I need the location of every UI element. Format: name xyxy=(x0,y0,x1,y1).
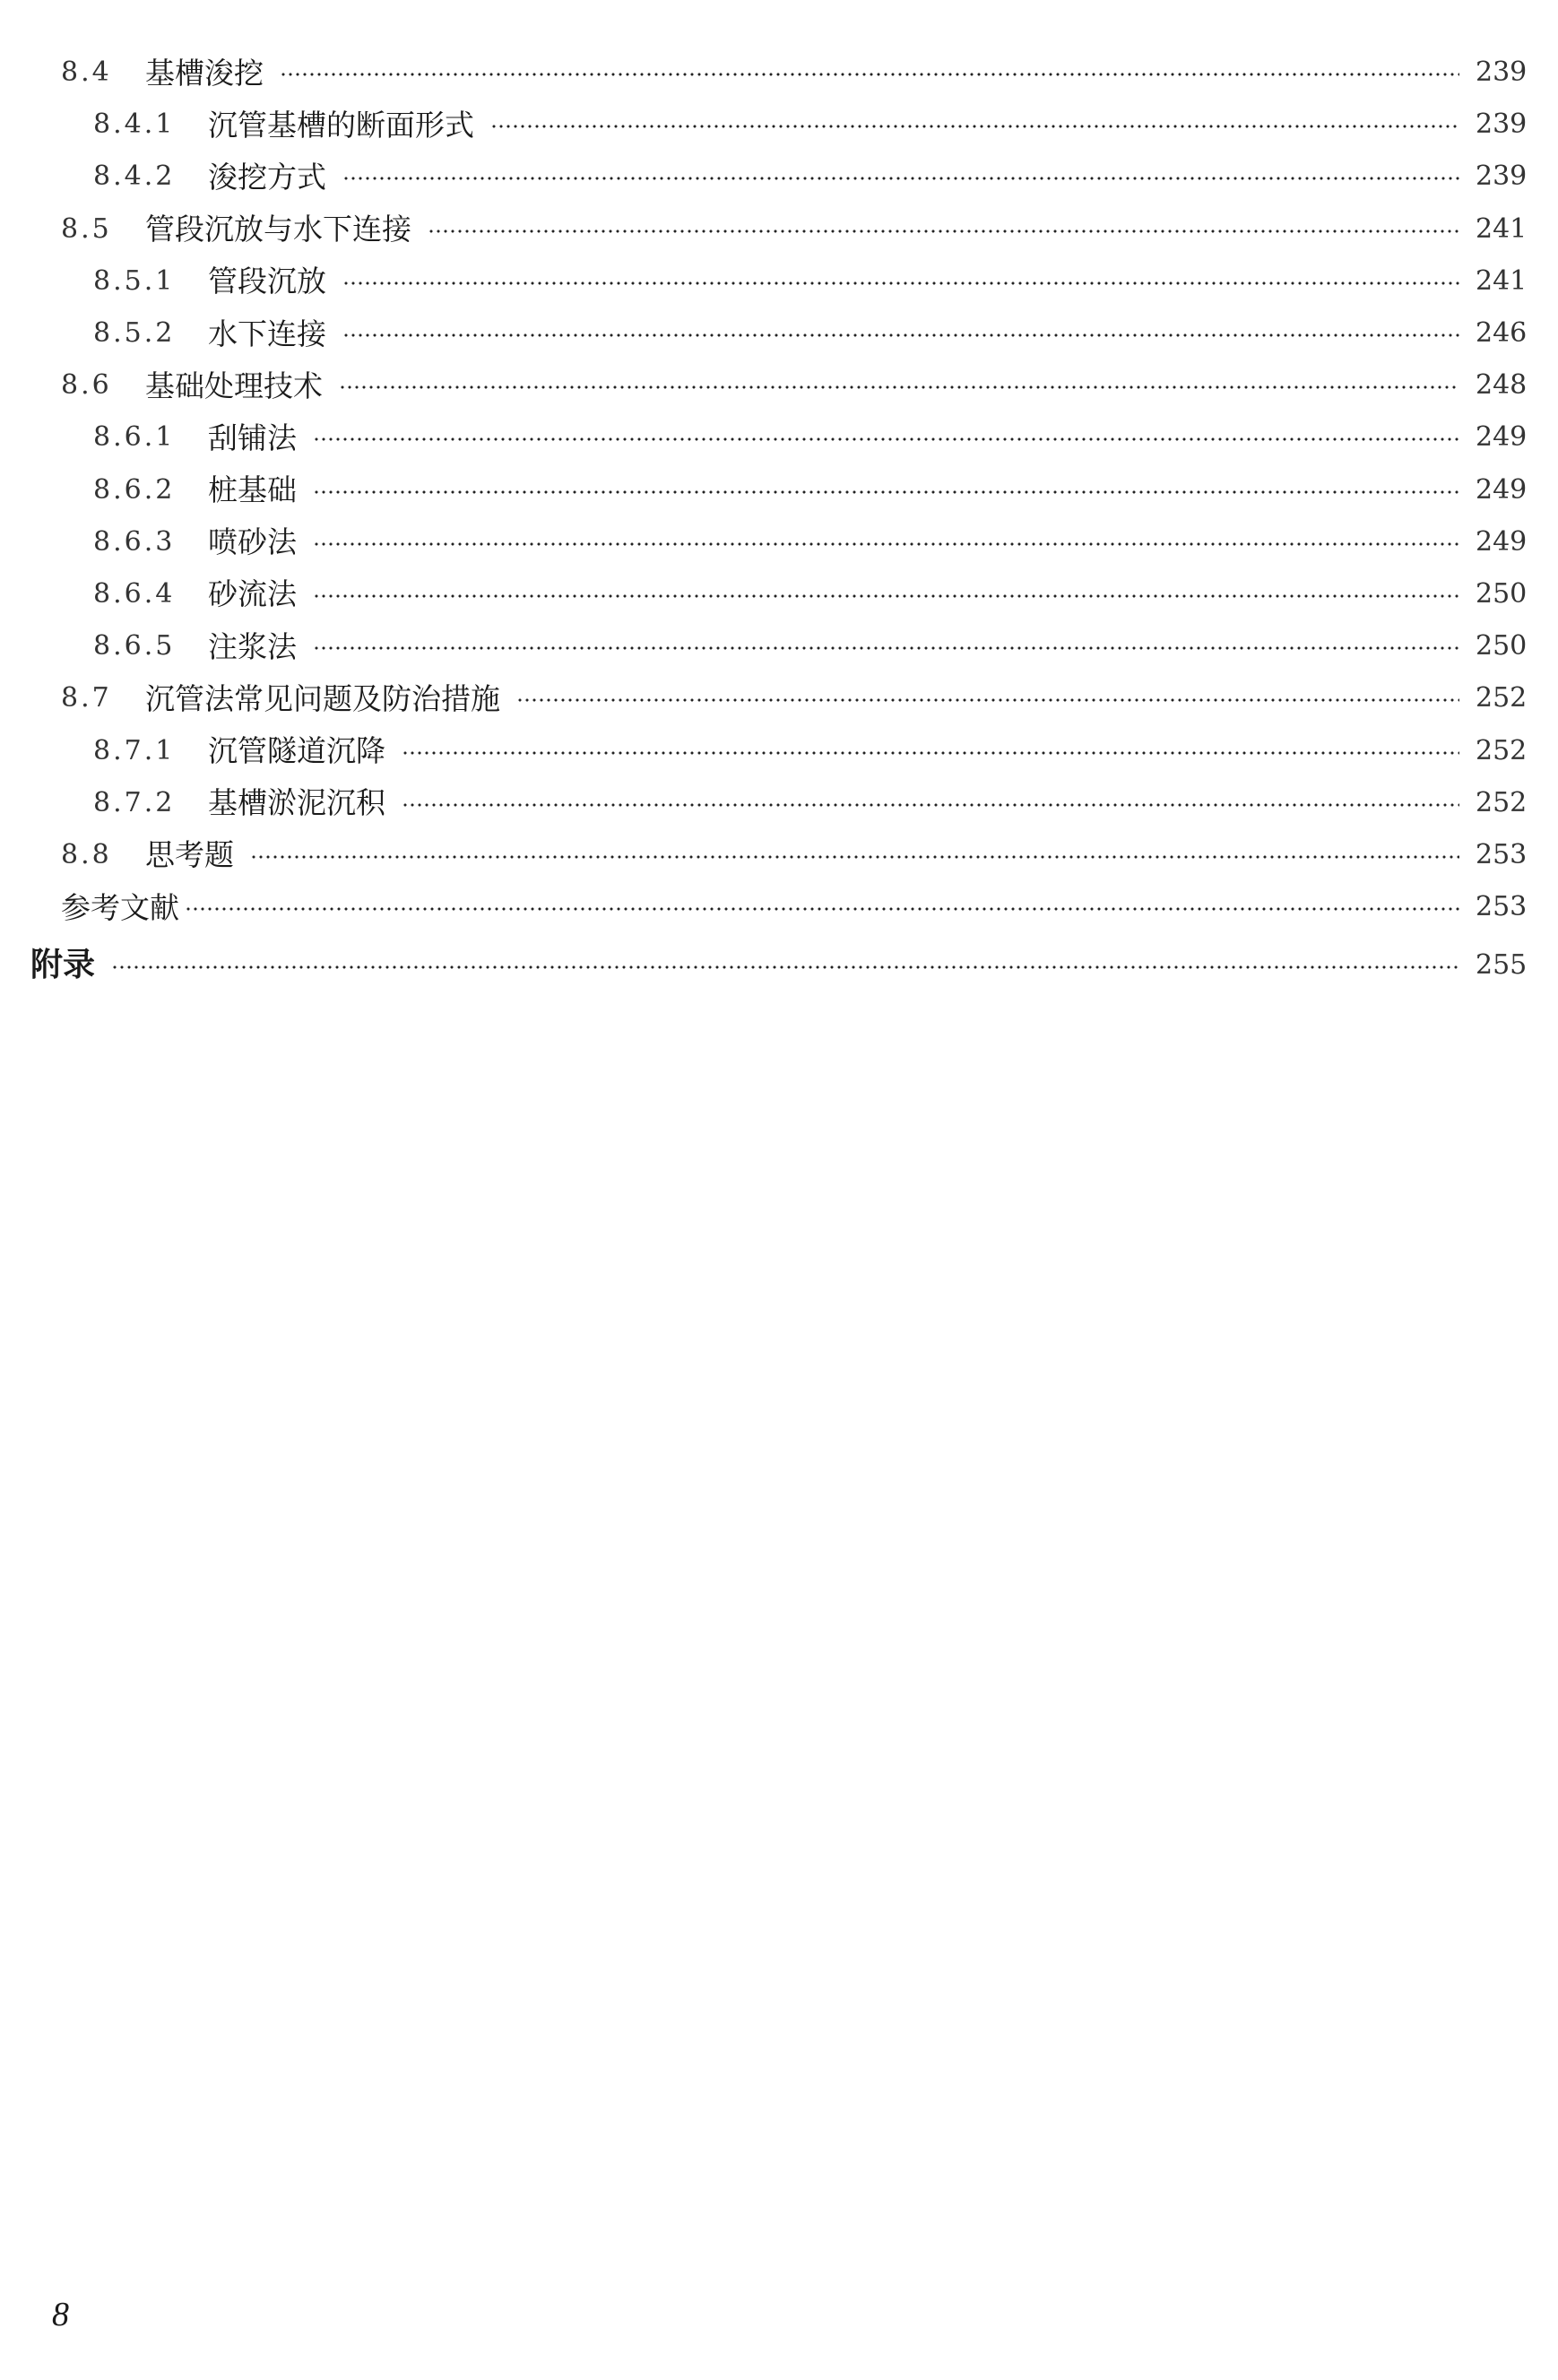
toc-entry[interactable] xyxy=(0,151,1558,203)
toc-entry[interactable] xyxy=(0,411,1558,463)
section-number: 8.7.1 xyxy=(93,734,176,766)
dot-leader xyxy=(342,333,1459,337)
section-number: 8.8 xyxy=(61,838,112,870)
section-number: 8.7.2 xyxy=(93,786,176,818)
page-reference: 239 xyxy=(1476,56,1528,89)
toc-entry-references[interactable] xyxy=(0,881,1558,933)
section-number: 8.6.5 xyxy=(93,630,176,662)
dot-leader xyxy=(428,229,1459,233)
toc-entry[interactable] xyxy=(0,359,1558,411)
toc-entry[interactable] xyxy=(0,99,1558,151)
page-reference: 241 xyxy=(1476,264,1528,297)
toc-entry[interactable] xyxy=(0,724,1558,776)
section-title: 沉管隧道沉降 xyxy=(208,733,385,769)
page-reference: 252 xyxy=(1476,786,1528,818)
chapter-title: 附录 xyxy=(30,947,96,984)
dot-leader xyxy=(185,907,1459,911)
section-title: 喷砂法 xyxy=(208,524,297,560)
section-title: 基槽淤泥沉积 xyxy=(208,785,385,821)
page-reference: 248 xyxy=(1476,369,1528,402)
page-reference: 239 xyxy=(1476,108,1528,141)
dot-leader xyxy=(313,594,1459,598)
section-number: 8.6.1 xyxy=(93,421,176,454)
section-number: 8.4.1 xyxy=(93,108,176,141)
dot-leader xyxy=(313,490,1459,494)
dot-leader xyxy=(313,646,1459,650)
dot-leader xyxy=(342,177,1459,180)
toc-entry[interactable] xyxy=(0,620,1558,672)
folio-page-number: 8 xyxy=(52,2296,69,2333)
dot-leader xyxy=(490,125,1459,128)
dot-leader xyxy=(516,698,1459,702)
section-title: 沉管基槽的断面形式 xyxy=(208,107,474,143)
toc-entry-appendix[interactable] xyxy=(0,933,1558,998)
section-title: 思考题 xyxy=(145,837,234,873)
page-reference: 252 xyxy=(1476,682,1528,714)
toc-entry[interactable] xyxy=(0,47,1558,99)
section-title: 基础处理技术 xyxy=(145,368,323,403)
page-reference: 239 xyxy=(1476,160,1528,193)
page-reference: 249 xyxy=(1476,421,1528,454)
toc-entry[interactable] xyxy=(0,829,1558,881)
dot-leader xyxy=(250,855,1459,859)
section-title: 水下连接 xyxy=(208,316,326,351)
toc-entry[interactable] xyxy=(0,255,1558,307)
section-number: 8.5.2 xyxy=(93,317,176,350)
section-title: 管段沉放与水下连接 xyxy=(145,212,411,247)
section-title: 参考文献 xyxy=(61,889,179,925)
toc-entry[interactable] xyxy=(0,777,1558,829)
section-title: 砂流法 xyxy=(208,576,297,612)
page-reference: 252 xyxy=(1476,734,1528,766)
section-title: 注浆法 xyxy=(208,628,297,664)
toc-entry[interactable] xyxy=(0,464,1558,516)
section-number: 8.6.4 xyxy=(93,577,176,610)
section-number: 8.6.3 xyxy=(93,525,176,558)
section-number: 8.4 xyxy=(61,56,112,89)
dot-leader xyxy=(111,965,1459,969)
toc-entry[interactable] xyxy=(0,568,1558,620)
page-reference: 253 xyxy=(1476,838,1528,870)
page-reference: 253 xyxy=(1476,891,1528,923)
table-of-contents xyxy=(0,47,1558,998)
dot-leader xyxy=(402,803,1459,807)
page-reference: 241 xyxy=(1476,212,1528,245)
section-title: 桩基础 xyxy=(208,472,297,508)
page-reference: 250 xyxy=(1476,630,1528,662)
page-reference: 255 xyxy=(1476,949,1528,982)
page-reference: 249 xyxy=(1476,473,1528,506)
page-reference: 246 xyxy=(1476,317,1528,350)
dot-leader xyxy=(313,437,1459,441)
section-title: 刮铺法 xyxy=(208,420,297,455)
toc-entry[interactable] xyxy=(0,307,1558,359)
dot-leader xyxy=(339,385,1459,389)
section-number: 8.5.1 xyxy=(93,264,176,297)
section-number: 8.6 xyxy=(61,369,112,402)
section-title: 沉管法常见问题及防治措施 xyxy=(145,680,500,716)
dot-leader xyxy=(280,73,1459,76)
section-title: 管段沉放 xyxy=(208,264,326,299)
toc-entry[interactable] xyxy=(0,516,1558,568)
toc-entry[interactable] xyxy=(0,672,1558,724)
section-number: 8.4.2 xyxy=(93,160,176,193)
page-reference: 249 xyxy=(1476,525,1528,558)
section-number: 8.7 xyxy=(61,682,112,714)
dot-leader xyxy=(342,281,1459,285)
toc-entry[interactable] xyxy=(0,203,1558,255)
section-title: 基槽浚挖 xyxy=(145,55,264,91)
dot-leader xyxy=(402,751,1459,755)
section-number: 8.5 xyxy=(61,212,112,245)
section-title: 浚挖方式 xyxy=(208,159,326,195)
section-number: 8.6.2 xyxy=(93,473,176,506)
dot-leader xyxy=(313,542,1459,546)
page-reference: 250 xyxy=(1476,577,1528,610)
